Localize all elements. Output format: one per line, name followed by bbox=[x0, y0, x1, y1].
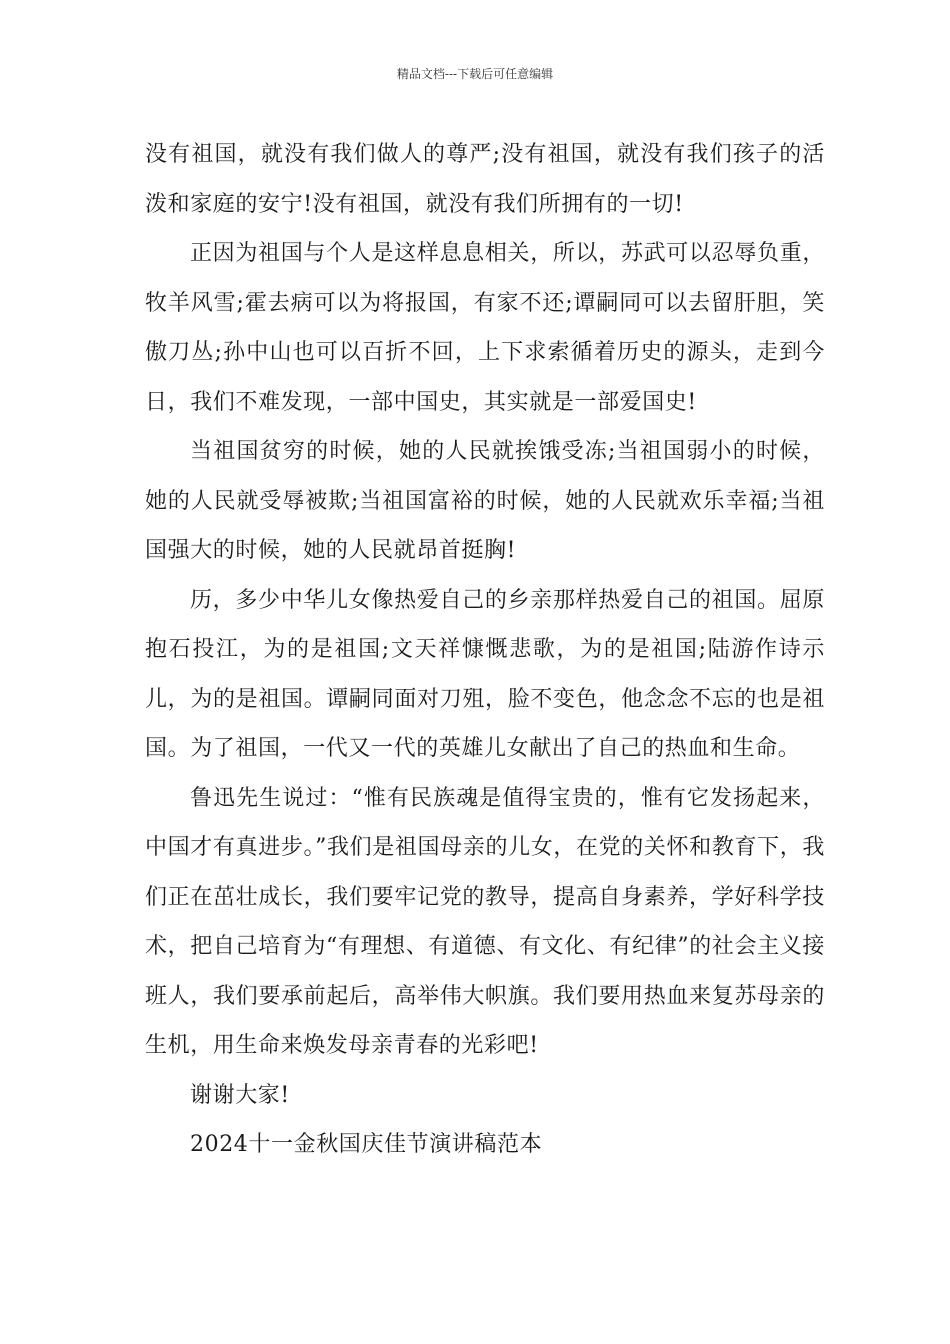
page-header: 精品文档---下载后可任意编辑 bbox=[396, 67, 554, 81]
paragraph-3: 当祖国贫穷的时候，她的人民就挨饿受冻;当祖国弱小的时候，她的人民就受辱被欺;当祖国富裕的时候，她的人民就欢乐幸福;当祖国强大的时候，她的人民就昂首挺胸! bbox=[145, 439, 825, 563]
paragraph-5: 鲁迅先生说过：“惟有民族魂是值得宝贵的，惟有它发扬起来，中国才有真进步。”我们是祖国母亲的儿女，在党的关怀和教育下，我们正在茁壮成长，我们要牢记党的教导，提高自身素养，学好科学技术，把自己培育为“有理想、有道德、有文化、有纪律”的社会主义接班人，我们要承前起后，高举伟大帜旗。我们要用热血来复苏母亲的生机，用生命来焕发母亲青春的光彩吧! bbox=[145, 785, 825, 1058]
paragraph-2: 正因为祖国与个人是这样息息相关，所以，苏武可以忍辱负重，牧羊风雪;霍去病可以为将报国，有家不还;谭嗣同可以去留肝胆，笑傲刀丛;孙中山也可以百折不回，上下求索循着历史的源头，走到今日，我们不难发现，一部中国史，其实就是一部爱国史! bbox=[145, 241, 825, 415]
closing-thanks: 谢谢大家! bbox=[190, 1082, 290, 1108]
paragraph-1: 没有祖国，就没有我们做人的尊严;没有祖国，就没有我们孩子的活泼和家庭的安宁!没有祖国，就没有我们所拥有的一切! bbox=[145, 142, 825, 217]
document-body bbox=[145, 130, 825, 1170]
next-title: 2024十一金秋国庆佳节演讲稿范本 bbox=[190, 1132, 543, 1157]
paragraph-4: 历，多少中华儿女像热爱自己的乡亲那样热爱自己的祖国。屈原抱石投江，为的是祖国;文天祥慷慨悲歌，为的是祖国;陆游作诗示儿，为的是祖国。谭嗣同面对刀殂，脸不变色，他念念不忘的也是祖国。为了祖国，一代又一代的英雄儿女献出了自己的热血和生命。 bbox=[145, 587, 825, 761]
